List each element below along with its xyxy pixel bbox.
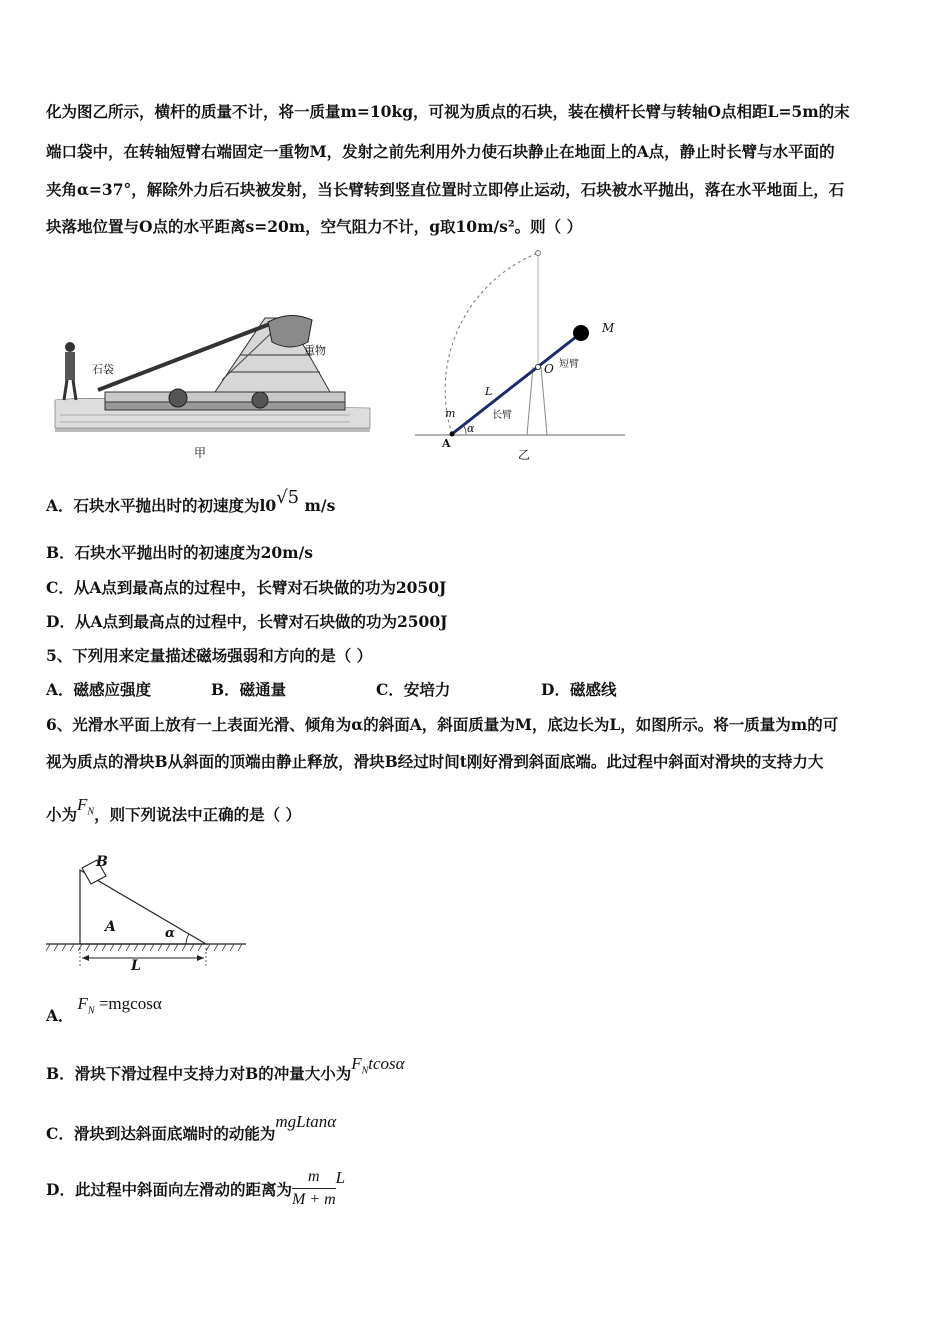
intro-line-3: 夹角α=37°，解除外力后石块被发射，当长臂转到竖直位置时立即停止运动，石块被水平抛出，落在水平地面上，石 [46,180,845,199]
q6-option-b-text: B．滑块下滑过程中支持力对B的冲量大小为 [46,1064,352,1083]
incline-alpha-label: α [165,926,176,941]
block-B-label: B [96,854,108,870]
q6-b-fn-sub: N [361,1065,369,1077]
q6-d-fraction [292,1168,336,1209]
q5-option-a[interactable]: A．磁感应强度 [46,680,152,699]
q6-option-c-text: C．滑块到达斜面底端时的动能为 [46,1124,276,1143]
alpha-label: α [467,422,475,435]
q6-a-fn: F [77,994,88,1013]
figure-jia-caption: 甲 [194,446,207,460]
m-label: m [445,407,456,420]
catapult-illustration [50,300,375,465]
q5-option-d[interactable]: D．磁感线 [541,680,617,699]
L-label: L [485,385,493,398]
q4-option-b[interactable]: B．石块水平抛出时的初速度为20m/s [46,543,313,562]
q6-option-a[interactable] [46,992,162,1025]
q6-c-formula: mgLtanα [275,1112,337,1131]
q6-a-formula: =mgcosα [94,994,162,1013]
lever-diagram [410,245,630,445]
q5-option-b[interactable]: B．磁通量 [211,680,287,699]
q6-option-d[interactable] [46,1168,345,1209]
figure-yi-caption: 乙 [518,448,531,462]
weight-label: 重物 [304,344,326,357]
q4-option-c[interactable]: C．从A点到最高点的过程中，长臂对石块做的功为2050J [46,578,447,597]
q4-option-a-text: A．石块水平抛出时的初速度为l0 [46,496,277,515]
incline-diagram [46,852,251,977]
q6-a-fn-sub: N [87,1005,95,1017]
q5-stem: 5、下列用来定量描述磁场强弱和方向的是（ ） [46,646,373,665]
q6-option-b[interactable] [46,1052,405,1083]
q5-options [46,678,616,700]
q4-option-d[interactable]: D．从A点到最高点的过程中，长臂对石块做的功为2500J [46,612,448,631]
incline-L-label: L [131,958,141,974]
q6-d-denominator: M + m [291,1191,336,1208]
q6-stem-prefix: 小为 [46,805,78,824]
A-point-label: A [442,437,451,450]
q6-option-a-label: A． [46,1006,74,1025]
q6-option-d-text: D．此过程中斜面向左滑动的距离为 [46,1179,292,1199]
q6-d-tail: L [335,1167,346,1187]
intro-line-1: 化为图乙所示，横杆的质量不计，将一质量m=10kg，可视为质点的石块，装在横杆长臂与转轴O点相距L=5m的末 [46,102,850,121]
q4-option-a[interactable] [46,487,336,516]
q6-stem-suffix: ，则下列说法中正确的是（ ） [94,805,301,824]
incline-A-label: A [105,919,116,935]
intro-line-2: 端口袋中，在转轴短臂右端固定一重物M，发射之前先利用外力使石块静止在地面上的A点，静止时长臂与水平面的 [46,142,835,161]
q6-stem-line-1: 6、光滑水平面上放有一上表面光滑、倾角为α的斜面A，斜面质量为M，底边长为L，如图所示。将一质量为m的可 [46,715,839,734]
O-label: O [544,362,554,376]
q6-option-c[interactable] [46,1110,337,1143]
intro-line-4: 块落地位置与O点的水平距离s=20m，空气阻力不计，g取10m/s²。则（ ） [46,217,583,236]
q6-b-fn: F [351,1054,362,1073]
M-label: M [602,321,615,335]
q4-option-a-unit: m/s [299,496,336,515]
short-arm-label: 短臂 [559,359,579,370]
stone-bag-label: 石袋 [92,363,114,376]
sqrt5: √5 [276,487,300,508]
fn-symbol: F [77,795,88,814]
fn-subscript: N [87,806,95,818]
q6-stem-line-3 [46,795,301,827]
q6-d-numerator: m [292,1168,336,1189]
q6-stem-line-2: 视为质点的滑块B从斜面的顶端由静止释放，滑块B经过时间t刚好滑到斜面底端。此过程中斜面对滑块的支持力大 [46,752,824,771]
q5-option-c[interactable]: C．安培力 [376,680,451,699]
long-arm-label: 长臂 [492,410,512,421]
q6-b-formula: tcosα [368,1054,405,1073]
